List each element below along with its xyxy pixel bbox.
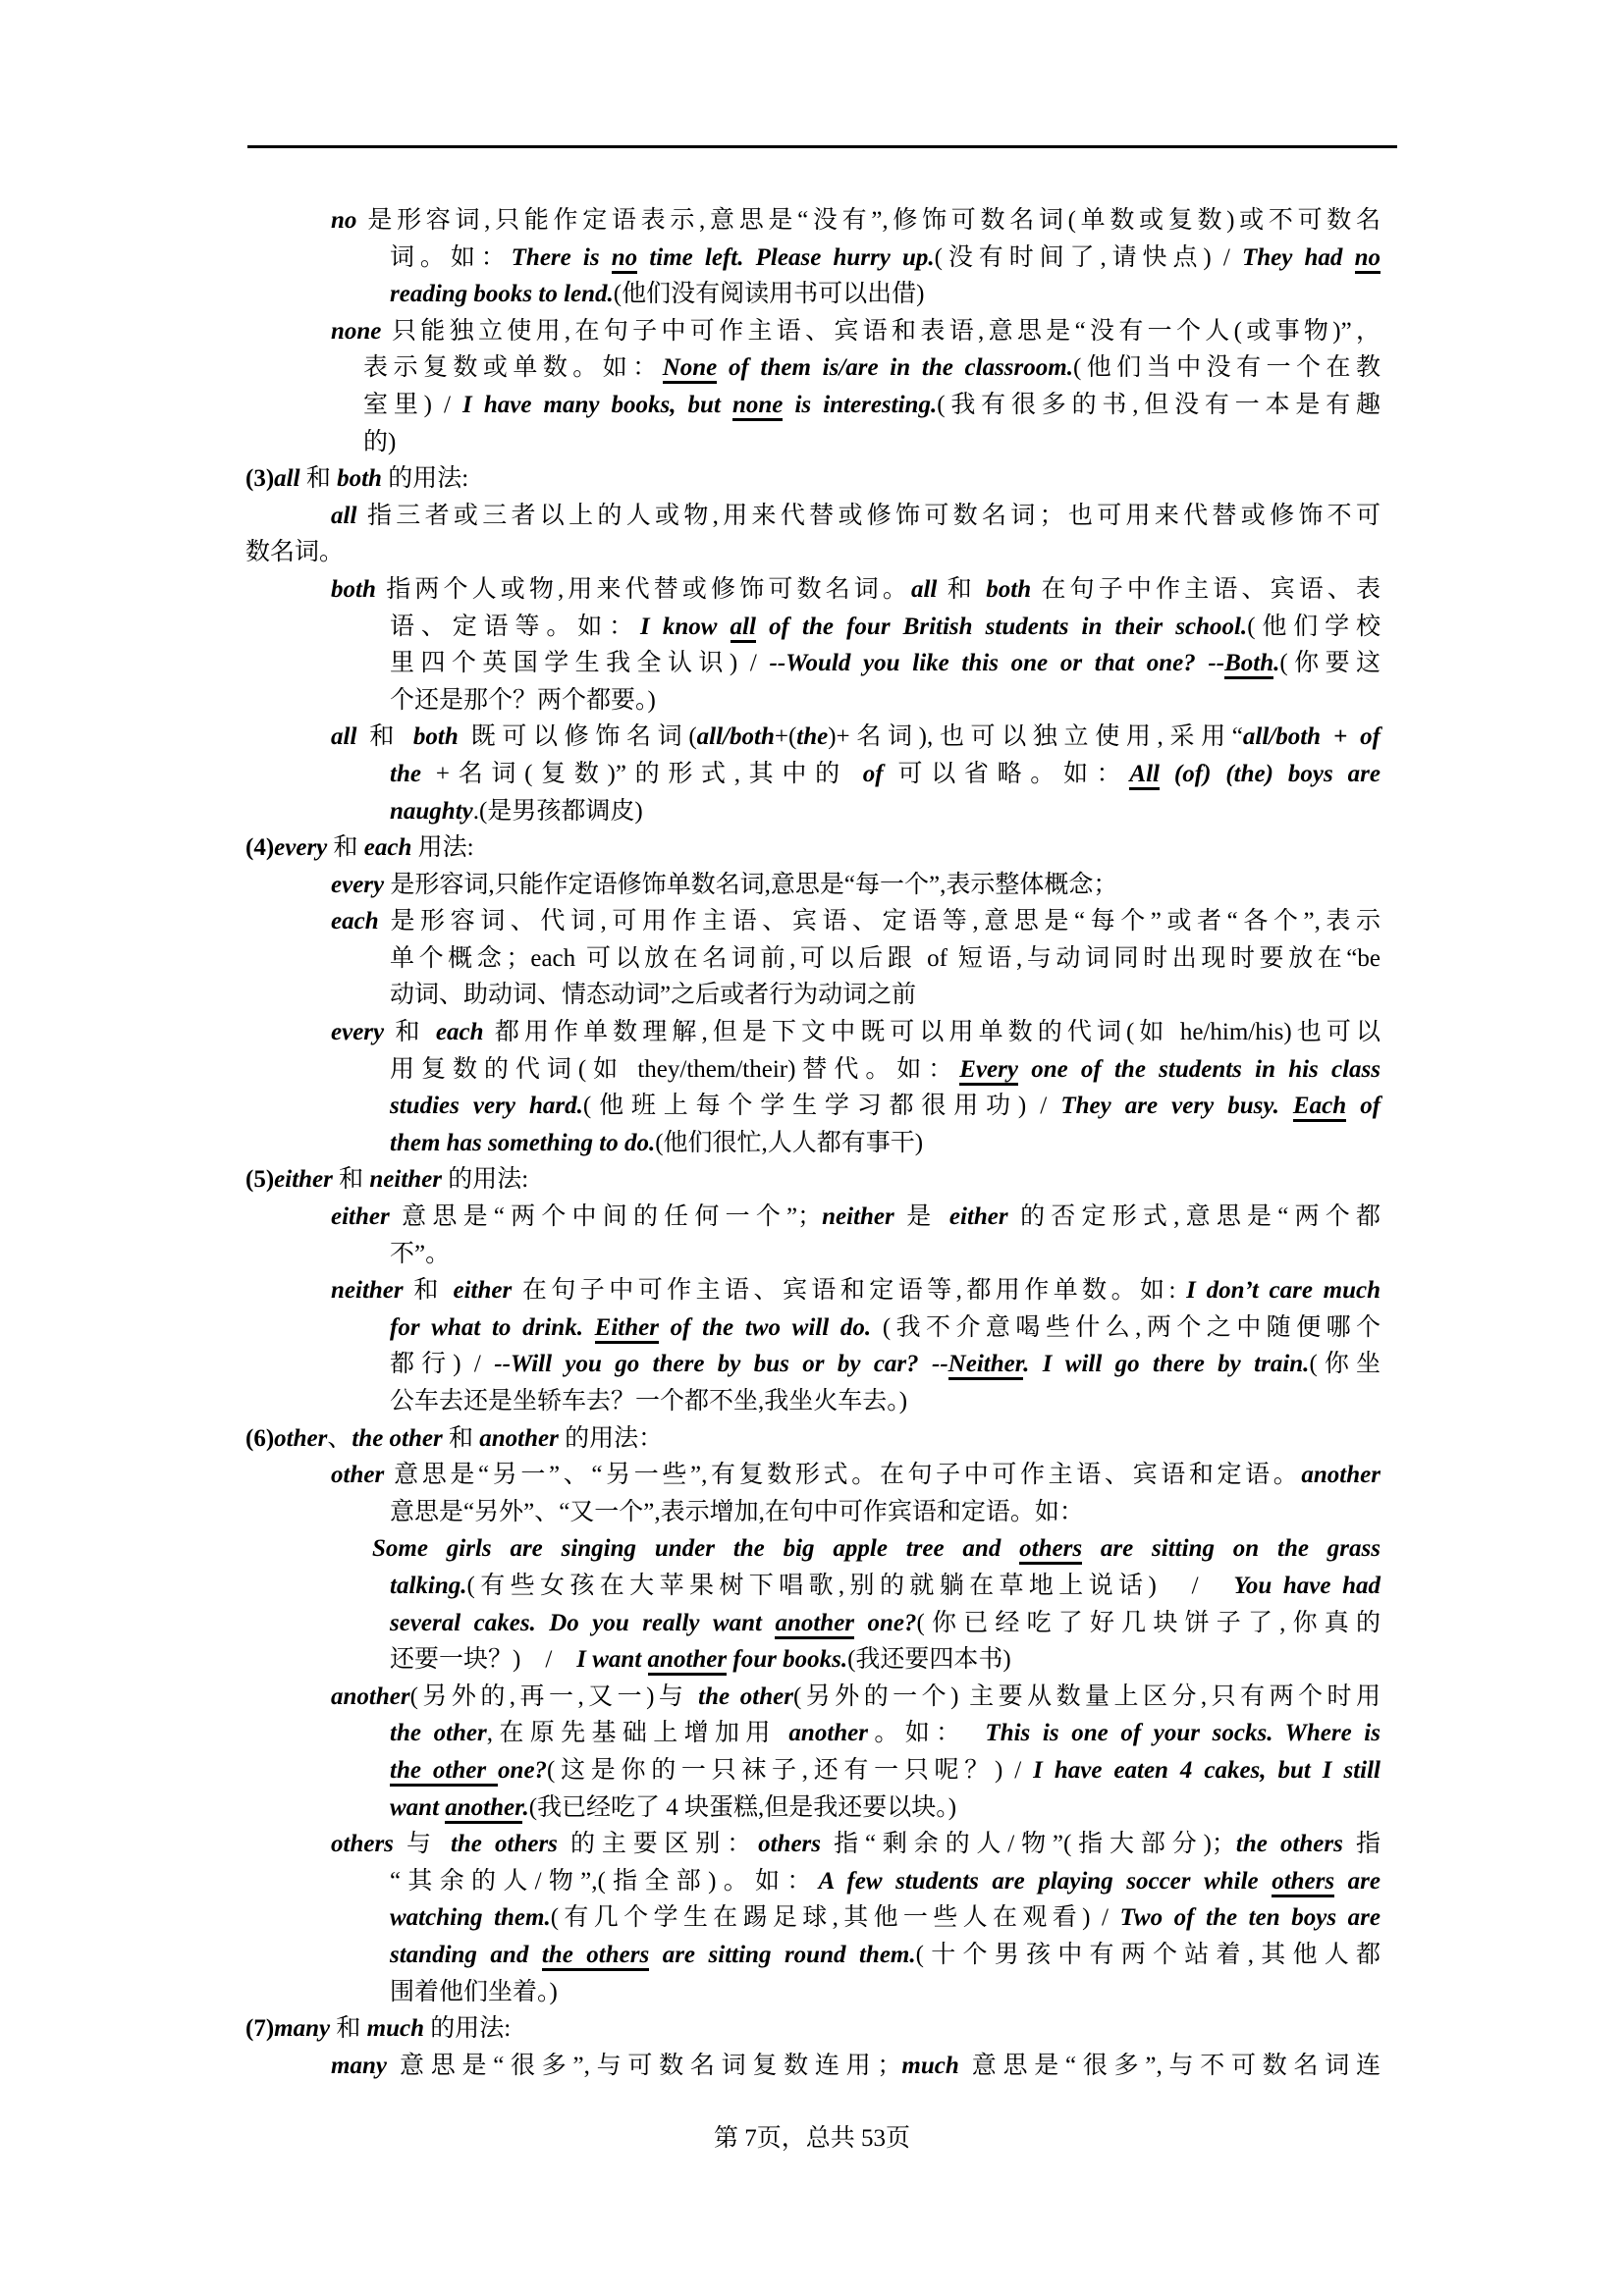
text-run: 还要一块？) / <box>390 1646 577 1674</box>
text-run: all <box>331 502 357 529</box>
text-run: (有些女孩在大苹果树下唱歌,别的就躺在草地上说话) / <box>466 1572 1234 1599</box>
text-run: (你已经吃了好几块饼子了,你真的 <box>916 1609 1381 1636</box>
text-run: another <box>331 1682 410 1710</box>
page-footer <box>0 2120 1624 2157</box>
text-run: . <box>522 1793 529 1821</box>
text-run: none <box>331 317 382 345</box>
text-run: 表示复数或单数。如： <box>363 354 663 382</box>
text-line <box>245 1937 1380 1974</box>
text-run: are sitting on the grass <box>1082 1535 1380 1563</box>
text-run: no <box>331 207 357 234</box>
text-run: 在句子中作主语、宾语、表 <box>1031 575 1380 603</box>
text-run: each <box>331 908 379 935</box>
text-run: none <box>732 392 783 421</box>
text-run: (这是你的一只袜子,还有一只呢？) / <box>547 1756 1034 1784</box>
text-run: 和 <box>299 465 338 493</box>
text-run: of the four British students in their school. <box>755 613 1248 640</box>
text-run: all/both <box>696 723 775 751</box>
text-run: are <box>1334 1867 1380 1895</box>
text-run: many <box>331 2052 387 2079</box>
text-run: 指三者或三者以上的人或物,用来代替或修饰可数名词；也可用来代替或修饰不可 <box>356 502 1380 529</box>
text-run: all <box>331 723 357 751</box>
text-run: 围着他们坐着。) <box>390 1978 558 2005</box>
text-run: for what to drink. <box>390 1313 595 1341</box>
text-run: (十个男孩中有两个站着,其他人都 <box>915 1941 1380 1968</box>
text-run: 意思是“另一”、“另一些”,有复数形式。在句子中可作主语、宾语和定语。 <box>384 1462 1302 1489</box>
text-run: other <box>331 1462 385 1489</box>
text-line <box>245 349 1380 387</box>
text-run: (3) <box>245 465 275 493</box>
text-run: +( <box>774 723 797 751</box>
text-line <box>245 1641 1380 1679</box>
text-run: 和 <box>327 834 364 862</box>
text-run: is interesting. <box>783 391 938 418</box>
text-run: reading books to lend. <box>390 281 614 308</box>
text-run: all <box>910 575 938 603</box>
text-run: 用法: <box>411 834 474 862</box>
text-run: four books. <box>727 1646 848 1674</box>
text-line <box>245 1789 1380 1827</box>
text-run: others <box>1019 1535 1082 1565</box>
text-line <box>245 1014 1380 1051</box>
text-line <box>245 2048 1380 2085</box>
text-run: 和 <box>332 1166 370 1194</box>
text-run: --Will you go there by bus or by car? -- <box>494 1351 948 1378</box>
text-run: 个还是那个？两个都要。) <box>390 686 656 714</box>
text-run: 词。如： <box>390 243 512 271</box>
text-run: ,在原先基础上增加用 <box>486 1720 789 1747</box>
text-run: others <box>331 1831 394 1858</box>
text-run: (他们当中没有一个在教 <box>1072 354 1380 382</box>
text-run: one? <box>854 1609 917 1636</box>
text-line <box>245 240 1380 277</box>
text-run: 、 <box>327 1424 352 1452</box>
text-run: 和 <box>330 2015 367 2043</box>
text-line <box>245 1568 1380 1605</box>
text-run: of <box>1346 1093 1381 1120</box>
text-run: 不”。 <box>390 1240 451 1267</box>
text-run: I have many books, but <box>462 391 732 418</box>
text-run: either <box>331 1203 390 1231</box>
text-line <box>245 1457 1380 1494</box>
text-run: neither <box>822 1203 894 1231</box>
text-line <box>245 1974 1380 2011</box>
text-run: are sitting round them. <box>649 1941 916 1968</box>
text-run: A few students are playing soccer while <box>818 1867 1272 1895</box>
text-run: 是形容词,只能作定语表示,意思是“没有”,修饰可数名词(单数或复数)或不可数名 <box>356 207 1380 234</box>
text-line <box>245 1679 1380 1716</box>
text-run: want <box>390 1793 446 1821</box>
text-run: 意思是“另外”、“又一个”,表示增加,在句中可作宾语和定语。如： <box>390 1498 1084 1525</box>
text-run: other <box>274 1424 328 1452</box>
text-line <box>245 1161 1380 1199</box>
text-run: another <box>445 1794 522 1824</box>
text-run: the other <box>390 1720 487 1747</box>
text-run: )+名词),也可以独立使用,采用“ <box>828 723 1243 751</box>
text-line <box>245 793 1380 830</box>
text-run: (7) <box>245 2015 275 2043</box>
text-run: They had <box>1241 243 1355 271</box>
text-run: (你坐 <box>1309 1351 1381 1378</box>
text-run: the other <box>352 1424 443 1452</box>
text-line <box>245 1125 1380 1162</box>
text-run: 是形容词,只能作定语修饰单数名词,意思是“每一个”,表示整体概念； <box>384 871 1118 898</box>
text-run: neither <box>331 1277 404 1305</box>
text-run: 指“剩余的人/物”(指大部分)； <box>821 1831 1236 1858</box>
text-run: 数名词。 <box>245 539 345 566</box>
text-line <box>245 1346 1380 1383</box>
text-run: I have eaten 4 cakes, but I still <box>1033 1756 1380 1784</box>
text-run: All <box>1129 761 1160 790</box>
text-run: both <box>331 575 376 603</box>
text-run: no <box>612 244 637 274</box>
text-run: studies very hard. <box>390 1093 583 1120</box>
text-run: 是 <box>893 1203 949 1231</box>
text-run: None <box>663 354 718 384</box>
text-run: 指两个人或物,用来代替或修饰可数名词。 <box>375 575 911 603</box>
text-line <box>245 645 1380 682</box>
text-line <box>245 867 1380 904</box>
text-run: 都用作单数理解,但是下文中既可以用单数的代词(如 he/him/his)也可以 <box>483 1019 1380 1046</box>
text-line <box>245 1420 1380 1458</box>
text-run: another <box>775 1610 854 1639</box>
text-run: Each <box>1293 1093 1346 1122</box>
text-line <box>245 1863 1380 1900</box>
text-line <box>245 1236 1380 1273</box>
text-run: neither <box>369 1166 443 1194</box>
text-line <box>245 1051 1380 1089</box>
text-run: Two of the ten boys are <box>1119 1904 1380 1932</box>
text-run: (5) <box>245 1166 275 1194</box>
text-run: (没有时间了,请快点) / <box>934 243 1242 271</box>
text-run: either <box>274 1166 333 1194</box>
text-run: 用复数的代词(如 they/them/their)替代。如： <box>390 1055 960 1083</box>
text-run: 的用法: <box>381 465 469 493</box>
page-number-label: 第 7页，总共 53页 <box>713 2125 910 2152</box>
text-run: 意思是“两个中间的任何一个”； <box>389 1203 823 1231</box>
text-run: every <box>331 1019 385 1046</box>
text-run: the others <box>1235 1831 1343 1858</box>
text-run: the <box>390 760 421 787</box>
text-run: Either <box>595 1314 659 1344</box>
text-run: each <box>435 1019 484 1046</box>
text-run: 的用法: <box>423 2015 512 2043</box>
text-line <box>245 682 1380 720</box>
text-run: (of) (the) boys are <box>1159 760 1380 787</box>
text-run: 的用法: <box>442 1166 529 1194</box>
text-line <box>245 719 1380 756</box>
text-run: time left. Please hurry up. <box>637 243 935 271</box>
text-run: Every <box>959 1056 1018 1086</box>
text-run: (我有很多的书,但没有一本是有趣 <box>937 391 1381 418</box>
text-run: 。如： <box>868 1720 986 1747</box>
text-run: .(是男孩都调皮) <box>472 797 643 825</box>
text-run: one of the students in his class <box>1017 1055 1380 1083</box>
text-run: the <box>796 723 829 751</box>
text-line <box>245 1088 1380 1125</box>
text-line <box>245 1309 1380 1347</box>
text-line <box>245 940 1380 978</box>
text-run: 里四个英国学生我全认识) / <box>390 650 770 677</box>
text-run: . I will go there by train. <box>1023 1351 1310 1378</box>
text-run: 指 <box>1342 1831 1380 1858</box>
text-run: all <box>274 465 300 493</box>
text-run: one? <box>498 1756 548 1784</box>
text-run: others <box>758 1831 821 1858</box>
text-run: You have had <box>1233 1572 1380 1599</box>
text-run: I want <box>576 1646 648 1674</box>
text-line <box>245 313 1380 350</box>
text-run: 动词、助动词、情态动词”之后或者行为动词之前 <box>390 982 917 1009</box>
text-run: standing and <box>390 1941 542 1968</box>
text-line <box>245 1272 1380 1309</box>
text-run: 公车去还是坐轿车去？一个都不坐,我坐火车去。) <box>390 1388 908 1415</box>
text-run: 可以省略。如： <box>883 760 1130 787</box>
text-run: the other <box>698 1682 793 1710</box>
text-line <box>245 1826 1380 1863</box>
text-run: (他们很忙,人人都有事干) <box>655 1129 924 1156</box>
text-line <box>245 1605 1380 1642</box>
text-run: (他班上每个学生学习都很用功) / <box>582 1093 1061 1120</box>
text-line <box>245 2010 1380 2048</box>
text-line <box>245 498 1380 535</box>
text-line <box>245 460 1380 498</box>
text-run: (6) <box>245 1424 275 1452</box>
text-run: 意思是“很多”,与可数名词复数连用； <box>386 2052 902 2079</box>
text-run: watching them. <box>390 1904 551 1932</box>
text-run: I know <box>639 613 731 640</box>
text-run: 的否定形式,意思是“两个都 <box>1007 1203 1380 1231</box>
text-run: both <box>337 465 382 493</box>
text-run: (他们学校 <box>1247 613 1380 640</box>
text-run: Both <box>1224 650 1273 679</box>
text-line <box>245 756 1380 793</box>
text-run: 和 <box>937 575 987 603</box>
text-run: Neither <box>948 1351 1023 1380</box>
text-line <box>245 1530 1380 1568</box>
text-line <box>245 424 1380 461</box>
text-run: 既可以修饰名词( <box>458 723 697 751</box>
text-run: “其余的人/物”,(指全部)。如： <box>390 1867 819 1895</box>
text-line <box>245 977 1380 1014</box>
text-run: +名词(复数)”的形式,其中的 <box>420 760 863 787</box>
text-run: the other <box>390 1757 498 1787</box>
text-run: 和 <box>356 723 413 751</box>
text-run: others <box>1272 1868 1334 1897</box>
text-run: no <box>1355 244 1380 274</box>
text-run: 单个概念；each 可以放在名词前,可以后跟 of 短语,与动词同时出现时要放在“be <box>390 944 1380 972</box>
text-run: every <box>274 834 328 862</box>
text-run: . <box>1273 650 1280 677</box>
text-run: talking. <box>390 1572 467 1599</box>
text-run: (你要这 <box>1279 650 1381 677</box>
text-line <box>245 1899 1380 1937</box>
text-run: all <box>731 614 756 643</box>
text-line <box>245 1494 1380 1531</box>
text-run: There is <box>511 243 612 271</box>
text-run: 都行) / <box>390 1351 495 1378</box>
text-run: (有几个学生在踢足球,其他一些人在观看) / <box>550 1904 1120 1932</box>
text-run: of the two will do. <box>658 1313 883 1341</box>
text-run: each <box>363 834 412 862</box>
text-line <box>245 829 1380 867</box>
text-run: 意思是“很多”,与不可数名词连 <box>958 2052 1380 2079</box>
text-run: either <box>453 1277 513 1305</box>
text-run: both <box>412 723 459 751</box>
text-line <box>245 609 1380 646</box>
text-line <box>245 202 1380 240</box>
text-line <box>245 276 1380 313</box>
text-run: them has something to do. <box>390 1129 656 1156</box>
text-run: another <box>788 1720 869 1747</box>
text-run: They are very busy. <box>1060 1093 1293 1120</box>
text-run: 室里) / <box>363 391 463 418</box>
text-line <box>245 1383 1380 1420</box>
text-line <box>245 387 1380 424</box>
text-run: (4) <box>245 834 275 862</box>
text-run: Some girls are singing under the big apple tree and <box>372 1535 1020 1563</box>
text-run: every <box>331 871 385 898</box>
text-line <box>245 534 1380 571</box>
text-run: the others <box>542 1942 649 1971</box>
text-line <box>245 903 1380 940</box>
text-run: much <box>901 2052 959 2079</box>
text-line <box>245 1715 1380 1752</box>
text-run: 与 <box>393 1831 451 1858</box>
text-run: 和 <box>403 1277 454 1305</box>
text-line <box>245 571 1380 609</box>
text-run: another <box>479 1424 559 1452</box>
text-run: 和 <box>442 1424 480 1452</box>
text-run: I don’t care much <box>1186 1277 1380 1305</box>
text-run: several cakes. Do you really want <box>390 1609 776 1636</box>
text-run: (他们没有阅读用书可以出借) <box>613 281 925 308</box>
text-run: another <box>1301 1462 1380 1489</box>
document-body <box>245 202 1380 2084</box>
text-run: 的) <box>363 428 397 455</box>
text-run: (我不介意喝些什么,两个之中随便哪个 <box>882 1313 1381 1341</box>
text-run: both <box>986 575 1032 603</box>
text-run: (我已经吃了 4 块蛋糕,但是我还要以块。) <box>528 1793 957 1821</box>
text-run: many <box>274 2015 331 2043</box>
text-run: another <box>648 1646 728 1676</box>
text-run: 的主要区别： <box>557 1831 759 1858</box>
text-run: --Would you like this one or that one? -- <box>769 650 1225 677</box>
top-rule <box>247 145 1397 148</box>
text-run: (我还要四本书) <box>847 1646 1011 1674</box>
text-run: of them is/are in the classroom. <box>717 354 1073 382</box>
text-run: 和 <box>384 1019 436 1046</box>
text-run: the others <box>450 1831 558 1858</box>
text-line <box>245 1199 1380 1236</box>
text-run: 只能独立使用,在句子中可作主语、宾语和表语,意思是“没有一个人(或事物)”， <box>381 317 1380 345</box>
text-run: (另外的一个) 主要从数量上区分,只有两个时用 <box>792 1682 1381 1710</box>
text-run: either <box>948 1203 1008 1231</box>
text-run: of <box>862 760 884 787</box>
text-run: 语、定语等。如： <box>390 613 640 640</box>
text-run: 在句子中可作主语、宾语和定语等,都用作单数。如: <box>512 1277 1187 1305</box>
text-run: all/both + of <box>1242 723 1380 751</box>
text-line <box>245 1752 1380 1789</box>
text-run: much <box>366 2015 424 2043</box>
text-run: 是形容词、代词,可用作主语、宾语、定语等,意思是“每个”或者“各个”,表示 <box>378 908 1380 935</box>
text-run: This is one of your socks. Where is <box>985 1720 1380 1747</box>
text-run: 的用法： <box>558 1424 664 1452</box>
text-run: naughty <box>390 797 473 825</box>
text-run: (另外的,再一,又一)与 <box>409 1682 699 1710</box>
